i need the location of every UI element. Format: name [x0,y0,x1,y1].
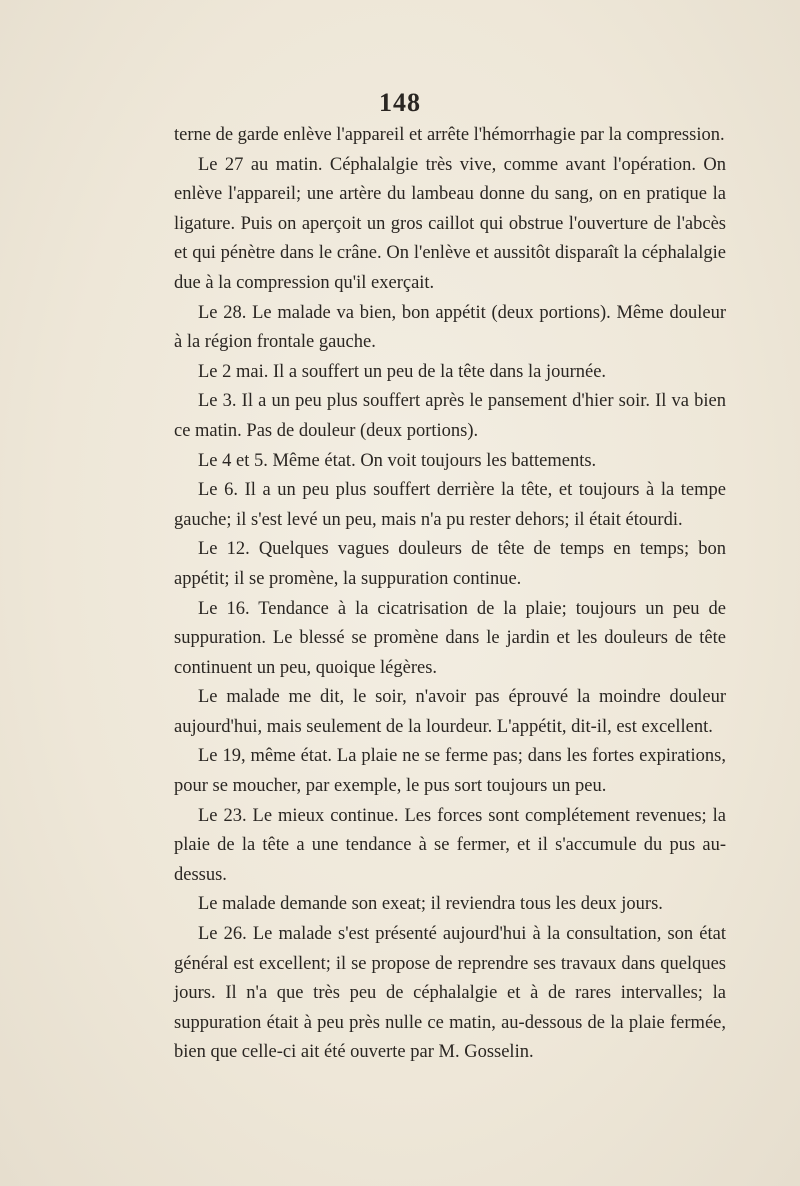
paragraph-7: Le 6. Il a un peu plus souffert derrière la tête, et toujours à la tempe gauche; il s'est levé un peu, mais n'a pu rester dehors; il était étourdi. [174,480,726,530]
paragraph-3: Le 28. Le malade va bien, bon appétit (deux portions). Même douleur à la région frontale gauche. [174,302,726,353]
paragraph-13: Le malade demande son exeat; il reviendra tous les deux jours. [198,894,663,915]
paragraph-4: Le 2 mai. Il a souffert un peu de la tête dans la journée. [198,361,607,382]
paragraph-11: Le 19, même état. La plaie ne se ferme pas; dans les fortes expirations, pour se moucher, par exemple, le pus sort toujours un peu. [174,746,726,797]
body-text [174,121,726,1068]
paragraph-14: Le 26. Le malade s'est présenté aujourd'hui à la consultation, son état général est excellent; il se propose de reprendre ses travaux dans quelques jours. Il n'a que très peu de céphalalgie et à de rares intervalles; la suppuration était à peu près nulle ce matin, au-dessous de la plaie fermée, bien que celle-ci ait été ouverte par M. Gosselin. [174,924,726,1063]
page-number: 148 [379,88,421,117]
paragraph-1: terne de garde enlève l'appareil et arrête l'hémorrhagie par la compression. [174,125,725,145]
paragraph-2: Le 27 au matin. Céphalalgie très vive, comme avant l'opération. On enlève l'appareil; une artère du lambeau donne du sang, on en pratique la ligature. Puis on aperçoit un gros caillot qui obstrue l'ouverture de l'abcès et qui pénètre dans le crâne. On l'enlève et aussitôt disparaît la céphalalgie due à la compression qu'il exerçait. [174,154,726,293]
paragraph-9: Le 16. Tendance à la cicatrisation de la plaie; toujours un peu de suppuration. Le blessé se promène dans le jardin et les douleurs de tête continuent un peu, quoique légères. [174,598,726,678]
paragraph-12: Le 23. Le mieux continue. Les forces sont complétement revenues; la plaie de la tête a une tendance à se fermer, et il s'accumule du pus au-dessus. [174,805,726,885]
paragraph-5: Le 3. Il a un peu plus souffert après le pansement d'hier soir. Il va bien ce matin. Pas de douleur (deux portions). [174,391,726,441]
paragraph-8: Le 12. Quelques vagues douleurs de tête de temps en temps; bon appétit; il se promène, la suppuration continue. [174,539,726,589]
paragraph-6: Le 4 et 5. Même état. On voit toujours les battements. [198,450,597,471]
paragraph-10: Le malade me dit, le soir, n'avoir pas éprouvé la moindre douleur aujourd'hui, mais seulement de la lourdeur. L'appétit, dit-il, est excellent. [174,687,726,737]
